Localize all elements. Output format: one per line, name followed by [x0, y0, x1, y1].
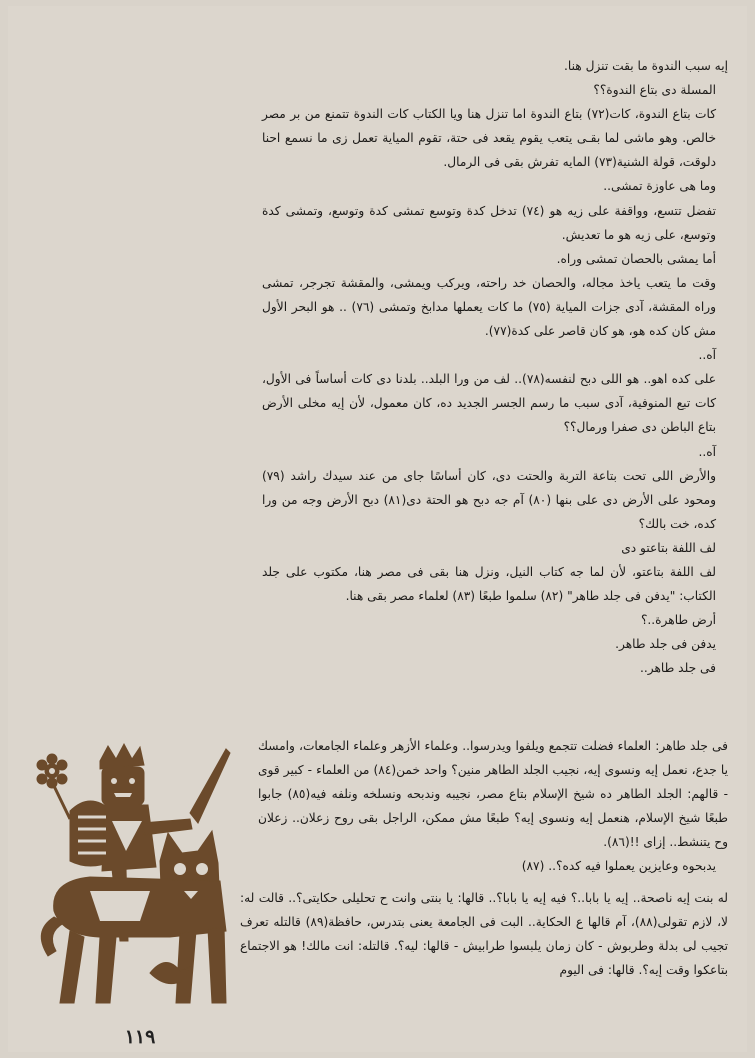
paragraph: إيه سبب الندوة ما بقت تنزل هنا. [564, 59, 728, 73]
paragraph: أرض طاهرة..؟ [640, 613, 716, 628]
paragraph: تفضل تتسع، وواقفة على زيه هو (٧٤) تدخل كدة وتوسع تمشى كدة وتوسع، وتمشى كدة وتوسع، على زيه هو ما تعديش. [262, 203, 716, 242]
paragraph: وما هى عاوزة تمشى.. [603, 179, 716, 194]
paragraph: يدبحوه وعايزين يعملوا فيه كده؟.. (٨٧) [521, 859, 716, 874]
text-column-top [262, 54, 728, 680]
paragraph: وقت ما يتعب ياخذ مجاله، والحصان خد راحته، ويركب ويمشى، والمقشة تجرجر، تمشى وراه المقشة، آدى جزات المياية (٧٥) ما كات يعملها مدابخ وتمشى (٧٦) .. هو البحر الأول مش كان كده هو، هو كان قاصر على كدة(٧٧). [262, 275, 716, 339]
rider-on-cat-woodcut-icon [30, 741, 250, 1031]
text-column-middle [258, 734, 728, 879]
text-column-bottom [240, 886, 728, 982]
paragraph: آه.. [698, 444, 716, 459]
paragraph: آه.. [698, 348, 716, 363]
paragraph: على كده اهو.. هو اللى دبح لنفسه(٧٨).. لف من ورا البلد.. بلدنا دى كات أساساً فى الأول، كات تبع المنوفية، آدى سبب ما رسم الجسر الجديد ده، كان معمول، لأن إيه مخلى الأرض بتاع الباطن دى صفرا ورمال؟؟ [262, 372, 716, 435]
page-number: ١١٩ [124, 1026, 156, 1048]
paragraph: والأرض اللى تحت بتاعة التربة والحتت دى، كان أساسًا جاى من عند سيدك راشد (٧٩) ومحود على الأرض دى على بنها (٨٠) آم جه دبح هو الحتة دى(٨١) دبح الأرض وجه من ورا كده، خت بالك؟ [262, 468, 716, 531]
book-page [8, 6, 747, 1052]
paragraph: المسلة دى بتاع الندوة؟؟ [593, 83, 716, 98]
paragraph: أما يمشى بالحصان تمشى وراه. [556, 251, 716, 266]
paragraph: فى جلد طاهر.. [639, 661, 716, 676]
paragraph: له بنت إيه ناصحة.. إيه يا بابا..؟ فيه إيه يا بابا؟.. قالها: يا بنتى وانت ح تحليلى حكايتى؟.. قالت له: لا، لازم تقولى(٨٨)، آم قالها ع الحكاية.. البت فى الجامعة يعنى بتدرس، حافظة(٨٩) قالتله تعرف تجيب لى بدلة وطربوش - كان زمان يلبسوا طرابيش - قالها: ليه؟. قالتله: انت مالك! هو الاجتماع بتاعكوا وقت إيه؟. قالها: فى اليوم [240, 891, 728, 978]
paragraph: يدفن فى جلد طاهر. [615, 637, 716, 652]
paragraph: لف اللفة بتاعتو دى [621, 540, 716, 555]
paragraph: كات بتاع الندوة، كات(٧٢) بتاع الندوة اما تنزل هنا ويا الكتاب كات الندوة تتمنع من بر مصر خالص. وهو ماشى لما بقـى يتعب يقوم يقعد فى حتة، تقوم المياية تعمل زى ما نسمع احنا دلوقت، قولة الشنية(٧٣) المايه تفرش بقى فى الرمال. [262, 107, 716, 170]
paragraph: لف اللفة بتاعتو، لأن لما جه كتاب النيل، ونزل هنا بقى فى مصر هنا، مكتوب على جلد الكتاب: "يدفن فى جلد طاهر" (٨٢) سلموا طبعًا (٨٣) لعلماء مصر بقى هنا. [262, 564, 716, 604]
paragraph: فى جلد طاهر: العلماء فضلت تتجمع ويلفوا ويدرسوا.. وعلماء الأزهر وعلماء الجامعات، وامسك يا جدع، نعمل إيه ونسوى إيه، نجيب الجلد الطاهر منين؟ واحد خمن(٨٤) من العلماء - كبير قوى - قالهم: الجلد الطاهر ده شيخ الإسلام بتاع مصر، نجيبه وندبحه ونسلخه ونلفه فيه(٨٥) جابوا طبعًا شيخ الإسلام، هنعمل إيه ونسوى إيه؟ طبعًا مش ممكن، الراجل بقى روح زعلان.. زعلان وح يتنشط.. إزاى !!(٨٦). [258, 739, 729, 850]
